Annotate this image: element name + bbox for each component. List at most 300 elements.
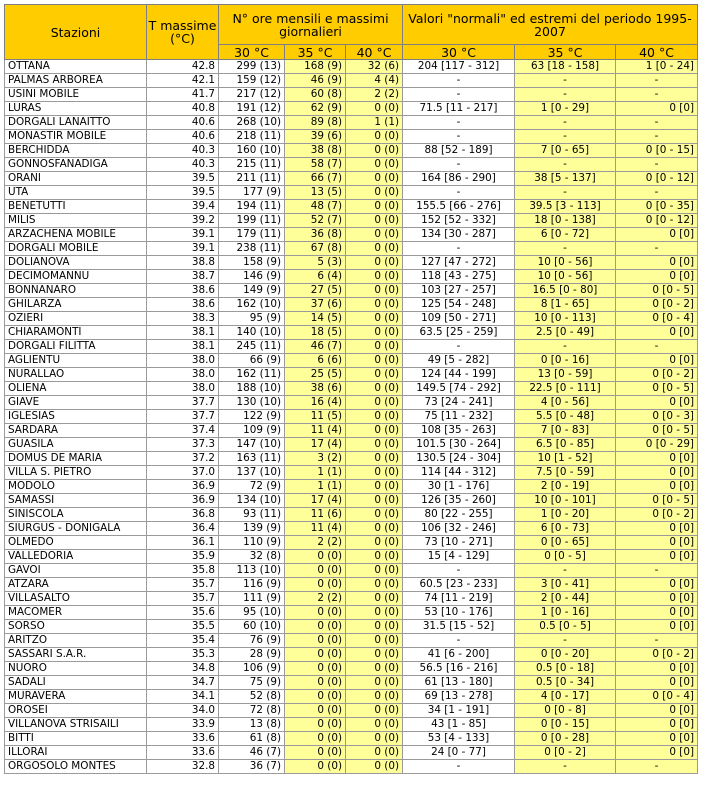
cell-ore-30: 215 (11) (219, 158, 285, 172)
cell-station: CHIARAMONTI (5, 326, 147, 340)
cell-valori-40: 0 [0] (616, 480, 698, 494)
cell-valori-40: 0 [0 - 3] (616, 410, 698, 424)
cell-valori-35: 63 [18 - 158] (515, 60, 616, 74)
header-ore-mensili: N° ore mensili e massimi giornalieri (219, 5, 403, 45)
cell-tmax: 37.7 (147, 396, 219, 410)
cell-valori-40: - (616, 158, 698, 172)
header-stazioni: Stazioni (5, 5, 147, 60)
cell-station: MURAVERA (5, 690, 147, 704)
cell-ore-40: 0 (0) (346, 746, 403, 760)
cell-ore-40: 0 (0) (346, 634, 403, 648)
cell-station: ILLORAI (5, 746, 147, 760)
cell-ore-30: 110 (9) (219, 536, 285, 550)
table-row (5, 592, 698, 606)
cell-valori-35: 7 [0 - 65] (515, 144, 616, 158)
cell-ore-40: 0 (0) (346, 172, 403, 186)
cell-valori-35: 6 [0 - 72] (515, 228, 616, 242)
cell-valori-40: - (616, 116, 698, 130)
table-row (5, 550, 698, 564)
cell-valori-40: 0 [0 - 15] (616, 144, 698, 158)
cell-ore-40: 0 (0) (346, 228, 403, 242)
cell-ore-40: 4 (4) (346, 74, 403, 88)
cell-valori-35: 1 [0 - 16] (515, 606, 616, 620)
cell-ore-40: 0 (0) (346, 606, 403, 620)
cell-station: SINISCOLA (5, 508, 147, 522)
cell-tmax: 39.1 (147, 242, 219, 256)
cell-ore-35: 11 (4) (285, 424, 346, 438)
cell-ore-30: 159 (12) (219, 74, 285, 88)
cell-ore-40: 0 (0) (346, 158, 403, 172)
cell-ore-40: 0 (0) (346, 410, 403, 424)
header-valori-35: 35 °C (515, 45, 616, 60)
cell-tmax: 42.1 (147, 74, 219, 88)
cell-valori-30: 73 [10 - 271] (403, 536, 515, 550)
cell-ore-30: 111 (9) (219, 592, 285, 606)
cell-ore-40: 0 (0) (346, 522, 403, 536)
cell-ore-40: 0 (0) (346, 508, 403, 522)
table-row (5, 424, 698, 438)
cell-ore-35: 38 (8) (285, 144, 346, 158)
cell-ore-40: 0 (0) (346, 438, 403, 452)
cell-ore-30: 130 (10) (219, 396, 285, 410)
cell-tmax: 35.7 (147, 578, 219, 592)
cell-station: SORSO (5, 620, 147, 634)
cell-station: DORGALI MOBILE (5, 242, 147, 256)
cell-ore-35: 0 (0) (285, 620, 346, 634)
cell-ore-30: 36 (7) (219, 760, 285, 774)
cell-valori-30: 109 [50 - 271] (403, 312, 515, 326)
cell-valori-35: 7 [0 - 83] (515, 424, 616, 438)
cell-valori-35: - (515, 130, 616, 144)
cell-tmax: 34.8 (147, 662, 219, 676)
cell-ore-35: 3 (2) (285, 452, 346, 466)
cell-ore-40: 0 (0) (346, 466, 403, 480)
cell-ore-35: 2 (2) (285, 536, 346, 550)
cell-ore-30: 60 (10) (219, 620, 285, 634)
cell-station: DOMUS DE MARIA (5, 452, 147, 466)
cell-valori-30: 118 [43 - 275] (403, 270, 515, 284)
cell-ore-30: 137 (10) (219, 466, 285, 480)
cell-valori-30: - (403, 74, 515, 88)
cell-tmax: 37.3 (147, 438, 219, 452)
cell-valori-40: - (616, 634, 698, 648)
cell-station: NURALLAO (5, 368, 147, 382)
cell-ore-35: 25 (5) (285, 368, 346, 382)
cell-station: ORGOSOLO MONTES (5, 760, 147, 774)
cell-ore-30: 46 (7) (219, 746, 285, 760)
cell-ore-40: 0 (0) (346, 144, 403, 158)
cell-valori-35: 6 [0 - 73] (515, 522, 616, 536)
cell-valori-30: 88 [52 - 189] (403, 144, 515, 158)
header-valori-30: 30 °C (403, 45, 515, 60)
cell-valori-30: 149.5 [74 - 292] (403, 382, 515, 396)
cell-valori-30: 56.5 [16 - 216] (403, 662, 515, 676)
cell-ore-35: 0 (0) (285, 732, 346, 746)
cell-station: VILLANOVA STRISAILI (5, 718, 147, 732)
cell-valori-40: 0 [0 - 2] (616, 648, 698, 662)
cell-valori-30: 74 [11 - 219] (403, 592, 515, 606)
table-row (5, 354, 698, 368)
cell-ore-35: 6 (6) (285, 354, 346, 368)
cell-valori-35: 10 [0 - 113] (515, 312, 616, 326)
cell-valori-40: 0 [0 - 2] (616, 368, 698, 382)
cell-tmax: 36.9 (147, 494, 219, 508)
cell-valori-35: 4 [0 - 56] (515, 396, 616, 410)
cell-tmax: 33.6 (147, 732, 219, 746)
cell-valori-35: 0 [0 - 65] (515, 536, 616, 550)
cell-valori-40: 0 [0 - 35] (616, 200, 698, 214)
cell-ore-40: 0 (0) (346, 578, 403, 592)
table-row (5, 228, 698, 242)
cell-tmax: 35.6 (147, 606, 219, 620)
cell-ore-35: 37 (6) (285, 298, 346, 312)
cell-ore-30: 72 (8) (219, 704, 285, 718)
cell-tmax: 33.6 (147, 746, 219, 760)
cell-ore-35: 67 (8) (285, 242, 346, 256)
cell-valori-35: 0.5 [0 - 5] (515, 620, 616, 634)
cell-ore-35: 46 (9) (285, 74, 346, 88)
table-row (5, 172, 698, 186)
cell-ore-30: 211 (11) (219, 172, 285, 186)
cell-tmax: 38.0 (147, 382, 219, 396)
table-row (5, 60, 698, 74)
cell-valori-30: 101.5 [30 - 264] (403, 438, 515, 452)
cell-tmax: 34.7 (147, 676, 219, 690)
cell-ore-30: 52 (8) (219, 690, 285, 704)
cell-ore-35: 0 (0) (285, 648, 346, 662)
cell-tmax: 38.7 (147, 270, 219, 284)
temperature-table (4, 4, 698, 774)
cell-ore-35: 0 (0) (285, 676, 346, 690)
cell-valori-30: 204 [117 - 312] (403, 60, 515, 74)
cell-tmax: 35.4 (147, 634, 219, 648)
cell-valori-40: 0 [0 - 5] (616, 382, 698, 396)
cell-station: ARITZO (5, 634, 147, 648)
cell-ore-35: 39 (6) (285, 130, 346, 144)
cell-valori-40: 0 [0] (616, 228, 698, 242)
cell-valori-30: 15 [4 - 129] (403, 550, 515, 564)
cell-valori-35: 10 [0 - 101] (515, 494, 616, 508)
cell-valori-40: 0 [0] (616, 270, 698, 284)
cell-ore-30: 162 (10) (219, 298, 285, 312)
table-row (5, 256, 698, 270)
table-row (5, 326, 698, 340)
cell-valori-40: - (616, 242, 698, 256)
cell-valori-30: 106 [32 - 246] (403, 522, 515, 536)
cell-valori-35: - (515, 88, 616, 102)
cell-ore-40: 0 (0) (346, 676, 403, 690)
cell-valori-30: - (403, 340, 515, 354)
cell-station: MACOMER (5, 606, 147, 620)
cell-valori-30: 155.5 [66 - 276] (403, 200, 515, 214)
cell-tmax: 34.1 (147, 690, 219, 704)
cell-valori-40: 0 [0] (616, 522, 698, 536)
cell-ore-40: 0 (0) (346, 326, 403, 340)
table-row (5, 74, 698, 88)
cell-valori-30: - (403, 158, 515, 172)
cell-station: MODOLO (5, 480, 147, 494)
cell-valori-30: 126 [35 - 260] (403, 494, 515, 508)
cell-ore-30: 106 (9) (219, 662, 285, 676)
header-valori-normali: Valori "normali" ed estremi del periodo 1995-2007 (403, 5, 698, 45)
cell-ore-40: 0 (0) (346, 368, 403, 382)
cell-ore-40: 0 (0) (346, 340, 403, 354)
header-ore-35: 35 °C (285, 45, 346, 60)
cell-ore-35: 0 (0) (285, 606, 346, 620)
cell-ore-40: 0 (0) (346, 592, 403, 606)
cell-ore-40: 0 (0) (346, 396, 403, 410)
table-row (5, 648, 698, 662)
cell-valori-35: 6.5 [0 - 85] (515, 438, 616, 452)
table-row (5, 704, 698, 718)
cell-valori-35: 0.5 [0 - 34] (515, 676, 616, 690)
cell-ore-30: 72 (9) (219, 480, 285, 494)
table-row (5, 130, 698, 144)
cell-valori-40: 0 [0] (616, 256, 698, 270)
cell-valori-40: 0 [0] (616, 354, 698, 368)
cell-valori-30: 75 [11 - 232] (403, 410, 515, 424)
cell-ore-40: 0 (0) (346, 494, 403, 508)
header-tmax: T massime (°C) (147, 5, 219, 60)
cell-station: GHILARZA (5, 298, 147, 312)
cell-station: OLMEDO (5, 536, 147, 550)
table-row (5, 200, 698, 214)
cell-ore-40: 0 (0) (346, 718, 403, 732)
cell-valori-35: 3 [0 - 41] (515, 578, 616, 592)
cell-ore-35: 52 (7) (285, 214, 346, 228)
table-row (5, 438, 698, 452)
cell-ore-35: 18 (5) (285, 326, 346, 340)
cell-tmax: 40.3 (147, 144, 219, 158)
table-row (5, 410, 698, 424)
cell-valori-35: 0 [0 - 16] (515, 354, 616, 368)
cell-valori-35: 18 [0 - 138] (515, 214, 616, 228)
cell-valori-40: 0 [0] (616, 746, 698, 760)
cell-ore-30: 146 (9) (219, 270, 285, 284)
cell-valori-35: 4 [0 - 17] (515, 690, 616, 704)
cell-valori-35: 0 [0 - 8] (515, 704, 616, 718)
cell-tmax: 38.1 (147, 340, 219, 354)
cell-tmax: 40.8 (147, 102, 219, 116)
table-row (5, 382, 698, 396)
cell-ore-40: 0 (0) (346, 242, 403, 256)
cell-valori-35: 39.5 [3 - 113] (515, 200, 616, 214)
cell-station: SASSARI S.A.R. (5, 648, 147, 662)
cell-valori-35: 0 [0 - 5] (515, 550, 616, 564)
table-row (5, 102, 698, 116)
cell-tmax: 37.4 (147, 424, 219, 438)
cell-station: VILLA S. PIETRO (5, 466, 147, 480)
table-row (5, 676, 698, 690)
cell-ore-40: 0 (0) (346, 648, 403, 662)
cell-ore-35: 11 (5) (285, 410, 346, 424)
table-row (5, 606, 698, 620)
table-row (5, 718, 698, 732)
cell-valori-30: 31.5 [15 - 52] (403, 620, 515, 634)
cell-ore-35: 0 (0) (285, 690, 346, 704)
cell-ore-40: 0 (0) (346, 214, 403, 228)
cell-valori-30: 114 [44 - 312] (403, 466, 515, 480)
cell-ore-35: 1 (1) (285, 466, 346, 480)
cell-ore-40: 0 (0) (346, 102, 403, 116)
cell-valori-30: - (403, 186, 515, 200)
cell-valori-30: - (403, 760, 515, 774)
cell-ore-30: 134 (10) (219, 494, 285, 508)
cell-ore-35: 66 (7) (285, 172, 346, 186)
cell-station: BONNANARO (5, 284, 147, 298)
cell-ore-35: 0 (0) (285, 718, 346, 732)
cell-valori-35: 1 [0 - 20] (515, 508, 616, 522)
cell-ore-40: 0 (0) (346, 424, 403, 438)
cell-ore-30: 194 (11) (219, 200, 285, 214)
cell-station: PALMAS ARBOREA (5, 74, 147, 88)
cell-valori-30: 60.5 [23 - 233] (403, 578, 515, 592)
cell-tmax: 33.9 (147, 718, 219, 732)
cell-valori-35: - (515, 760, 616, 774)
cell-tmax: 36.4 (147, 522, 219, 536)
cell-ore-40: 0 (0) (346, 662, 403, 676)
cell-ore-35: 13 (5) (285, 186, 346, 200)
cell-ore-30: 188 (10) (219, 382, 285, 396)
cell-ore-30: 61 (8) (219, 732, 285, 746)
cell-station: MILIS (5, 214, 147, 228)
cell-ore-40: 1 (1) (346, 116, 403, 130)
cell-station: OROSEI (5, 704, 147, 718)
cell-tmax: 38.1 (147, 326, 219, 340)
cell-ore-30: 76 (9) (219, 634, 285, 648)
cell-ore-35: 38 (6) (285, 382, 346, 396)
cell-station: DOLIANOVA (5, 256, 147, 270)
cell-station: DORGALI FILITTA (5, 340, 147, 354)
cell-ore-30: 268 (10) (219, 116, 285, 130)
cell-ore-35: 0 (0) (285, 662, 346, 676)
cell-ore-30: 163 (11) (219, 452, 285, 466)
cell-ore-35: 1 (1) (285, 480, 346, 494)
cell-valori-30: 53 [10 - 176] (403, 606, 515, 620)
cell-valori-35: 0 [0 - 28] (515, 732, 616, 746)
cell-valori-35: 1 [0 - 29] (515, 102, 616, 116)
cell-ore-30: 95 (10) (219, 606, 285, 620)
table-row (5, 690, 698, 704)
cell-station: ORANI (5, 172, 147, 186)
cell-tmax: 38.6 (147, 298, 219, 312)
cell-ore-40: 0 (0) (346, 130, 403, 144)
cell-tmax: 35.5 (147, 620, 219, 634)
cell-ore-35: 17 (4) (285, 494, 346, 508)
cell-ore-30: 147 (10) (219, 438, 285, 452)
cell-tmax: 36.8 (147, 508, 219, 522)
cell-valori-35: 0 [0 - 20] (515, 648, 616, 662)
table-row (5, 340, 698, 354)
cell-ore-35: 0 (0) (285, 564, 346, 578)
cell-station: BITTI (5, 732, 147, 746)
cell-valori-40: - (616, 88, 698, 102)
table-row (5, 662, 698, 676)
cell-ore-35: 11 (6) (285, 508, 346, 522)
table-row (5, 746, 698, 760)
cell-tmax: 32.8 (147, 760, 219, 774)
cell-ore-40: 0 (0) (346, 480, 403, 494)
cell-ore-35: 0 (0) (285, 746, 346, 760)
cell-valori-30: 49 [5 - 282] (403, 354, 515, 368)
cell-valori-35: 2 [0 - 44] (515, 592, 616, 606)
cell-valori-30: 127 [47 - 272] (403, 256, 515, 270)
cell-tmax: 35.9 (147, 550, 219, 564)
cell-ore-35: 60 (8) (285, 88, 346, 102)
table-row (5, 312, 698, 326)
header-valori-40: 40 °C (616, 45, 698, 60)
cell-valori-35: - (515, 116, 616, 130)
cell-ore-30: 217 (12) (219, 88, 285, 102)
cell-valori-35: - (515, 74, 616, 88)
cell-tmax: 37.7 (147, 410, 219, 424)
cell-valori-40: 0 [0] (616, 326, 698, 340)
cell-valori-40: 0 [0 - 12] (616, 172, 698, 186)
table-row (5, 494, 698, 508)
cell-ore-30: 158 (9) (219, 256, 285, 270)
cell-valori-40: 0 [0] (616, 620, 698, 634)
cell-tmax: 40.3 (147, 158, 219, 172)
cell-valori-30: 69 [13 - 278] (403, 690, 515, 704)
cell-ore-35: 14 (5) (285, 312, 346, 326)
cell-ore-35: 89 (8) (285, 116, 346, 130)
cell-tmax: 40.6 (147, 130, 219, 144)
cell-valori-30: - (403, 242, 515, 256)
table-row (5, 242, 698, 256)
cell-ore-30: 113 (10) (219, 564, 285, 578)
cell-valori-30: - (403, 116, 515, 130)
cell-ore-30: 13 (8) (219, 718, 285, 732)
cell-valori-40: - (616, 186, 698, 200)
cell-valori-40: - (616, 760, 698, 774)
cell-ore-35: 5 (3) (285, 256, 346, 270)
cell-valori-40: 1 [0 - 24] (616, 60, 698, 74)
cell-ore-35: 0 (0) (285, 578, 346, 592)
cell-tmax: 35.3 (147, 648, 219, 662)
cell-ore-40: 0 (0) (346, 382, 403, 396)
cell-ore-30: 238 (11) (219, 242, 285, 256)
cell-ore-30: 179 (11) (219, 228, 285, 242)
cell-station: SADALI (5, 676, 147, 690)
table-row (5, 466, 698, 480)
cell-valori-30: 61 [13 - 180] (403, 676, 515, 690)
cell-ore-40: 0 (0) (346, 312, 403, 326)
cell-ore-30: 162 (11) (219, 368, 285, 382)
table-row (5, 522, 698, 536)
cell-valori-40: 0 [0] (616, 676, 698, 690)
cell-valori-30: 80 [22 - 255] (403, 508, 515, 522)
cell-valori-40: 0 [0 - 29] (616, 438, 698, 452)
cell-valori-40: 0 [0 - 5] (616, 494, 698, 508)
cell-valori-40: 0 [0] (616, 592, 698, 606)
cell-station: GIAVE (5, 396, 147, 410)
cell-station: SAMASSI (5, 494, 147, 508)
cell-ore-30: 149 (9) (219, 284, 285, 298)
cell-ore-30: 139 (9) (219, 522, 285, 536)
table-row (5, 284, 698, 298)
header-ore-40: 40 °C (346, 45, 403, 60)
table-row (5, 116, 698, 130)
table-row (5, 564, 698, 578)
header-ore-30: 30 °C (219, 45, 285, 60)
cell-valori-40: 0 [0] (616, 704, 698, 718)
cell-station: NUORO (5, 662, 147, 676)
cell-ore-30: 109 (9) (219, 424, 285, 438)
cell-valori-40: 0 [0] (616, 606, 698, 620)
cell-valori-35: 0.5 [0 - 18] (515, 662, 616, 676)
cell-ore-40: 0 (0) (346, 298, 403, 312)
cell-ore-30: 75 (9) (219, 676, 285, 690)
